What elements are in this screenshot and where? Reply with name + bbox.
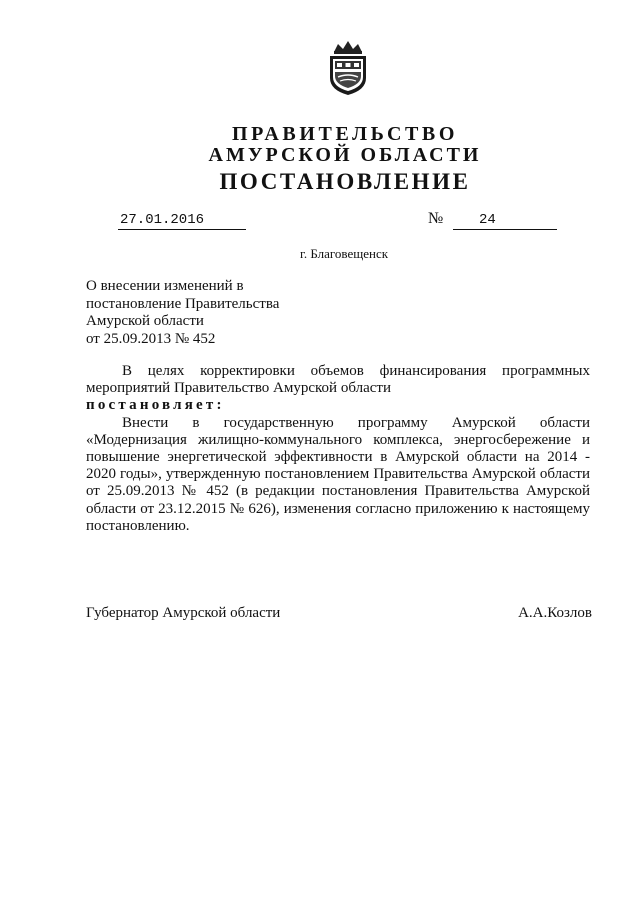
number-sign: № — [428, 210, 444, 227]
document-type-title: ПОСТАНОВЛЕНИЕ — [219, 169, 471, 194]
government-title: ПРАВИТЕЛЬСТВО — [231, 123, 459, 145]
subject-line: постановление Правительства — [86, 295, 280, 312]
city-label: г. Благовещенск — [299, 246, 389, 261]
document-number: 24 — [479, 212, 496, 228]
document-body — [86, 363, 590, 535]
subject-line: О внесении изменений в — [86, 278, 244, 294]
document-date-field — [118, 211, 246, 230]
subject-line: от 25.09.2013 № 452 — [86, 330, 216, 347]
document-subject — [86, 278, 279, 348]
main-paragraph: Внести в государственную программу Амурской области «Модернизация жилищно-коммунального комплекса, энергосбережение и повышение энергетической эффективности в Амурской области на 2014 - 2020 годы», утвержденную постановлением Правительства Амурской области от 25.09.2013 № 452 (в редакции постановления Правительства Амурской области от 23.12.2015 № 626), изменения согласно приложению к настоящему постановлению. — [86, 414, 590, 534]
preamble-paragraph: В целях корректировки объемов финансирования программных мероприятий Правительство Амурской области — [86, 363, 590, 397]
signatory-name: А.А.Козлов — [518, 605, 592, 621]
resolves-keyword: постановляет: — [86, 397, 225, 414]
document-number-field — [453, 211, 557, 230]
coat-of-arms-icon — [322, 38, 374, 98]
signatory-position: Губернатор Амурской области — [86, 605, 281, 621]
signature-block — [86, 605, 592, 622]
region-title: АМУРСКОЙ ОБЛАСТИ — [208, 144, 482, 166]
document-date: 27.01.2016 — [120, 212, 205, 228]
subject-line: Амурской области — [86, 313, 204, 329]
